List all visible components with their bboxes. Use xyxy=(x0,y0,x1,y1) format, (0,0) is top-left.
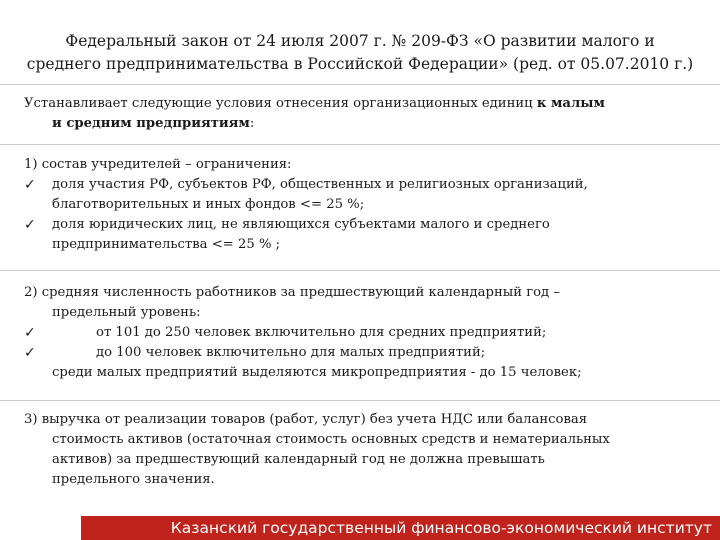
section-2-heading-line-2: предельный уровень: xyxy=(52,305,201,320)
divider xyxy=(0,84,720,85)
section-3 xyxy=(24,410,710,490)
section-1 xyxy=(24,155,710,255)
intro-line-2: и средним предприятиям: xyxy=(52,116,255,131)
checkmark-icon: ✓ xyxy=(24,177,36,193)
intro-bold-2: и средним предприятиям xyxy=(52,116,250,131)
intro-bold-1: к малым xyxy=(536,96,605,111)
section-2 xyxy=(24,283,710,383)
section-3-line-2: стоимость активов (остаточная стоимость основных средств и нематериальных xyxy=(52,432,610,447)
title-line-1: Федеральный закон от 24 июля 2007 г. № 209-ФЗ «О развитии малого и xyxy=(65,32,655,50)
checkmark-icon: ✓ xyxy=(24,345,36,361)
list-item: ✓ до 100 человек включительно для малых предприятий; xyxy=(24,345,486,361)
list-item: ✓ доля участия РФ, субъектов РФ, общественных и религиозных организаций, xyxy=(24,177,588,193)
section-1-heading: 1) состав учредителей – ограничения: xyxy=(24,157,292,172)
checkmark-icon: ✓ xyxy=(24,325,36,341)
divider xyxy=(0,144,720,145)
section-3-line-3: активов) за предшествующий календарный год не должна превышать xyxy=(52,452,545,467)
section-3-line-4: предельного значения. xyxy=(52,472,215,487)
title-line-2: среднего предпринимательства в Российской Федерации» (ред. от 05.07.2010 г.) xyxy=(26,55,694,73)
divider xyxy=(0,400,720,401)
list-item: ✓ доля юридических лиц, не являющихся субъектами малого и среднего xyxy=(24,217,550,233)
page-title xyxy=(14,30,706,76)
list-item: ✓ от 101 до 250 человек включительно для средних предприятий; xyxy=(24,325,547,341)
footer-banner: Казанский государственный финансово-экономический институт xyxy=(81,516,720,540)
section-3-line-1: 3) выручка от реализации товаров (работ, услуг) без учета НДС или балансовая xyxy=(24,412,588,427)
list-item-continuation: предпринимательства <= 25 % ; xyxy=(52,237,281,252)
section-2-note: среди малых предприятий выделяются микропредприятия - до 15 человек; xyxy=(52,365,582,380)
divider xyxy=(0,270,720,271)
checkmark-icon: ✓ xyxy=(24,217,36,233)
intro-line-1: Устанавливает следующие условия отнесения организационных единиц к малым xyxy=(24,96,605,111)
section-2-heading-line-1: 2) средняя численность работников за предшествующий календарный год – xyxy=(24,285,560,300)
list-item-continuation: благотворительных и иных фондов <= 25 %; xyxy=(52,197,365,212)
intro-paragraph xyxy=(24,94,710,134)
